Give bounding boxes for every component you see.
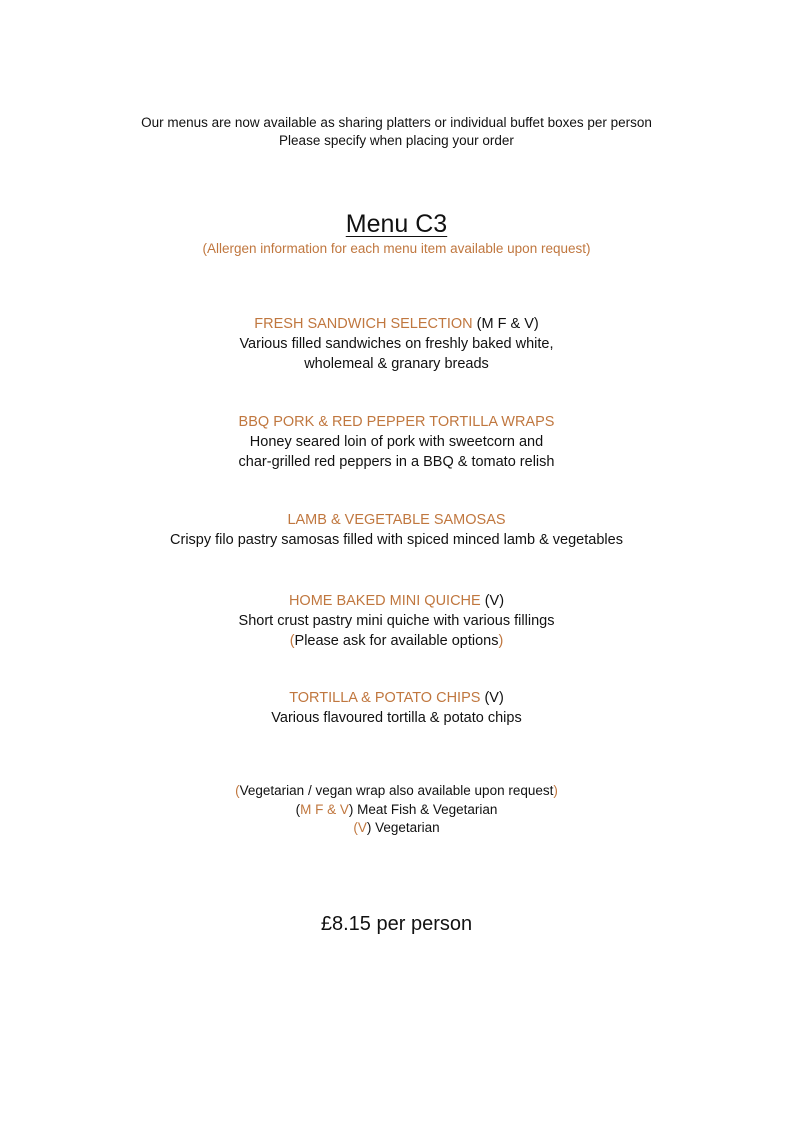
note-vegan-wrap: vegan wrap also available upon request	[315, 783, 554, 798]
menu-item-desc-line-2: wholemeal & granary breads	[304, 356, 489, 372]
intro-line-1: Our menus are now available as sharing platters or individual buffet boxes per person	[141, 115, 652, 130]
menu-item-desc-line-1: Various filled sandwiches on freshly baked white,	[239, 336, 554, 352]
vegan-wrap-note	[0, 782, 793, 801]
key-meat-fish-veg	[0, 801, 793, 820]
key-label: Vegetarian	[371, 820, 440, 835]
menu-item-desc-line-1: Honey seared loin of pork with sweetcorn and	[249, 434, 544, 450]
menu-item-tag: (M F & V)	[476, 316, 539, 332]
menu-item-desc-line-1: Various flavoured tortilla & potato chips	[271, 710, 522, 726]
paren-open: (	[235, 783, 240, 798]
menu-item-name: HOME BAKED MINI QUICHE	[288, 593, 481, 609]
menu-item-chips	[0, 688, 793, 728]
paren-close: )	[366, 820, 372, 835]
allergen-note: (Allergen information for each menu item available upon request)	[202, 241, 591, 256]
paren-open: (	[353, 820, 358, 835]
menu-item-desc-line-2	[0, 631, 793, 651]
menu-item-header	[0, 314, 793, 334]
menu-item-quiche	[0, 591, 793, 651]
note-slash: /	[304, 783, 316, 798]
menu-title-text: Menu C3	[345, 210, 448, 238]
menu-item-desc-line-1: Crispy filo pastry samosas filled with spiced minced lamb & vegetables	[170, 532, 623, 548]
key-vegetarian	[0, 819, 793, 838]
key-label: Meat Fish & Vegetarian	[353, 801, 498, 817]
menu-title	[0, 208, 793, 240]
menu-item-header	[0, 688, 793, 708]
paren-open: (	[295, 801, 301, 817]
menu-item-desc-line-2: char-grilled red peppers in a BBQ & tomato relish	[238, 454, 555, 470]
menu-item-tag: (V)	[484, 690, 504, 706]
paren-close: )	[348, 801, 354, 817]
key-code: M F & V	[300, 801, 349, 817]
menu-item-samosas	[0, 510, 793, 550]
menu-item-name: FRESH SANDWICH SELECTION	[254, 316, 473, 332]
menu-item-sandwich	[0, 314, 793, 374]
menu-item-header	[0, 591, 793, 611]
paren-open: (	[289, 633, 295, 649]
menu-item-tag: (V)	[484, 593, 505, 609]
intro-text	[0, 114, 793, 150]
menu-item-name: TORTILLA & POTATO CHIPS	[289, 690, 481, 706]
menu-item-name: LAMB & VEGETABLE SAMOSAS	[287, 512, 506, 528]
menu-item-name: BBQ PORK & RED PEPPER TORTILLA WRAPS	[238, 414, 555, 430]
menu-item-tortilla-wraps	[0, 412, 793, 472]
key-code: V	[357, 820, 367, 835]
dietary-notes	[0, 782, 793, 838]
paren-close: )	[498, 633, 504, 649]
menu-item-desc-line-1: Short crust pastry mini quiche with various fillings	[238, 613, 555, 629]
price-per-person: £8.15 per person	[320, 913, 473, 935]
paren-close: )	[553, 783, 558, 798]
note-vegetarian: Vegetarian	[239, 783, 305, 798]
options-text: Please ask for available options	[294, 633, 499, 649]
intro-line-2: Please specify when placing your order	[279, 133, 514, 148]
